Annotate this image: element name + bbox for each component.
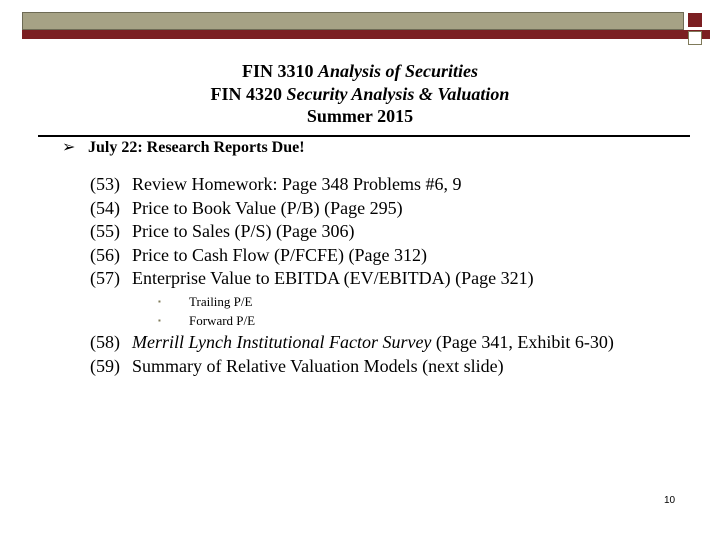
list-item: (54) Price to Book Value (P/B) (Page 295) [90,197,403,218]
square-bullet-icon: ▪ [158,316,161,325]
decorative-square-icon [688,13,702,27]
page-number: 10 [664,495,676,506]
decorative-square-outline-icon [688,31,702,45]
header-bar-maroon [22,30,710,39]
header-bar-olive [22,12,684,30]
title-divider [38,135,690,137]
list-item: (56) Price to Cash Flow (P/FCFE) (Page 312) [90,244,427,265]
topic-list [90,173,534,291]
arrow-bullet-icon: ➢ [62,139,76,156]
list-item: (58) Merrill Lynch Institutional Factor Survey (Page 341, Exhibit 6-30) [90,332,614,352]
topic-list-continued [90,330,614,378]
title-line-1: FIN 3310 Analysis of Securities [241,61,478,81]
title-line-2: FIN 4320 Security Analysis & Valuation [210,83,510,104]
sub-topic-list [158,292,255,330]
sub-list-item: ▪ Forward P/E [158,313,256,328]
list-item: (59) Summary of Relative Valuation Models (next slide) [90,356,504,376]
list-item: (53) Review Homework: Page 348 Problems #6, 9 [90,174,462,194]
title-line-3: Summer 2015 [306,106,414,126]
list-item: (55) Price to Sales (P/S) (Page 306) [90,221,355,241]
sub-list-item: ▪ Trailing P/E [158,294,253,309]
main-bullet [62,138,305,158]
main-bullet-text: July 22: Research Reports Due! [88,139,305,156]
slide-title [0,60,720,128]
square-bullet-icon: ▪ [158,297,161,306]
list-item: (57) Enterprise Value to EBITDA (EV/EBITDA) (Page 321) [90,268,534,288]
